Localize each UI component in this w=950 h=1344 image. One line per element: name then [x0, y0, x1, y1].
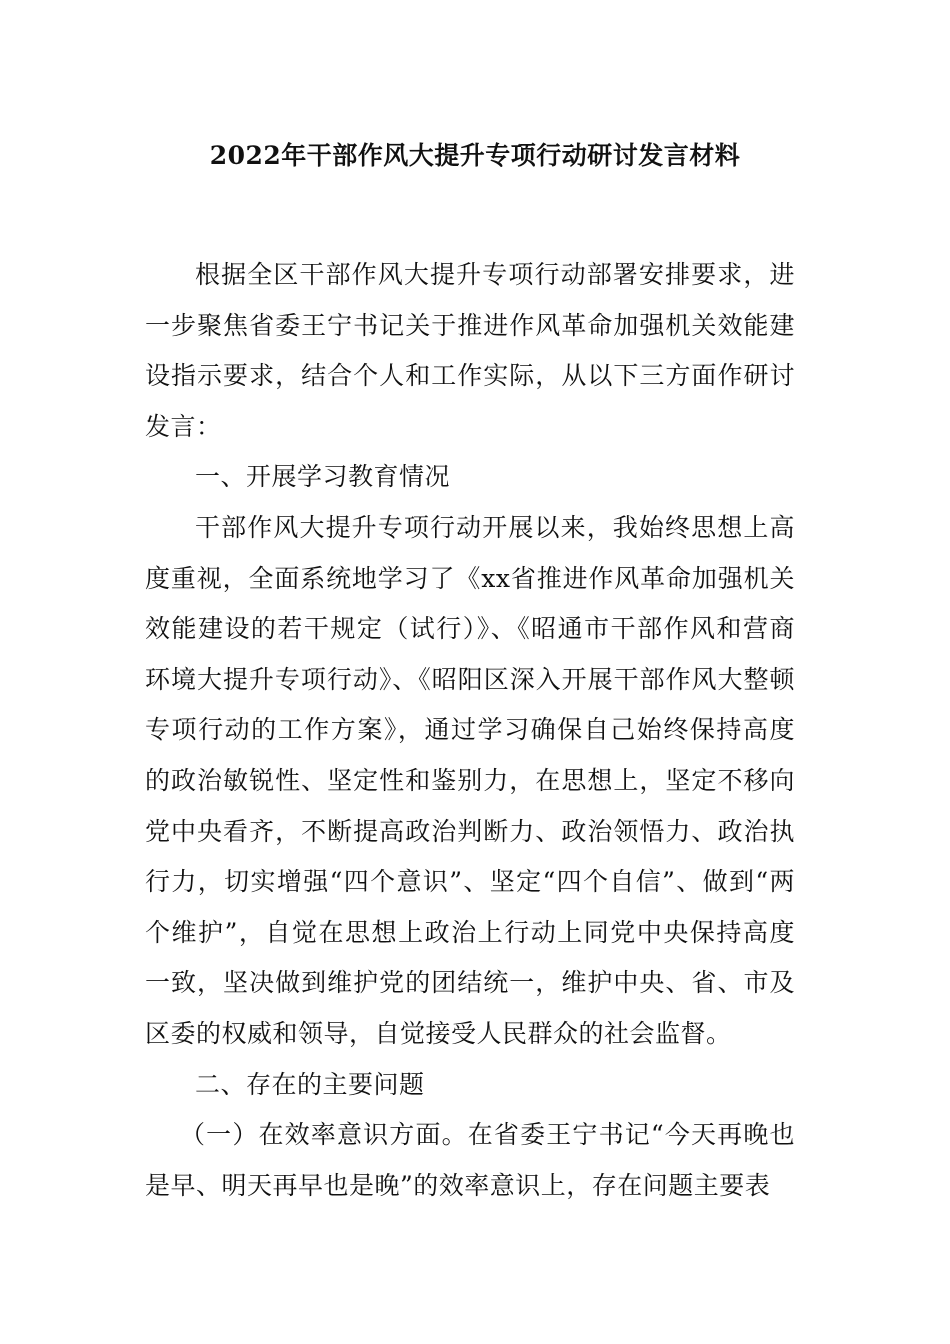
paragraph-study: 干部作风大提升专项行动开展以来，我始终思想上高度重视，全面系统地学习了《xx省推进作风革命加强机关效能建设的若干规定（试行）》、《昭通市干部作风和营商环境大提升专项行动》、《昭阳区深入开展干部作风大整顿专项行动的工作方案》，通过学习确保自己始终保持高度的政治敏锐性、坚定性和鉴别力，在思想上，坚定不移向党中央看齐，不断提高政治判断力、政治领悟力、政治执行力，切实增强“四个意识”、坚定“四个自信”、做到“两个维护”，自觉在思想上政治上行动上同党中央保持高度一致，坚决做到维护党的团结统一，维护中央、省、市及区委的权威和领导，自觉接受人民群众的社会监督。: [145, 512, 795, 1048]
paragraph-efficiency: （一）在效率意识方面。在省委王宁书记“今天再晚也是早、明天再早也是晚”的效率意识上，存在问题主要表: [145, 1120, 795, 1200]
document-body: [145, 250, 795, 1211]
paragraph-intro: 根据全区干部作风大提升专项行动部署安排要求，进一步聚焦省委王宁书记关于推进作风革命加强机关效能建设指示要求，结合个人和工作实际，从以下三方面作研讨发言：: [145, 260, 795, 441]
section-heading-1: 一、开展学习教育情况: [195, 462, 451, 492]
section-heading-2: 二、存在的主要问题: [195, 1069, 425, 1099]
document-title: 2022年干部作风大提升专项行动研讨发言材料: [209, 141, 741, 170]
